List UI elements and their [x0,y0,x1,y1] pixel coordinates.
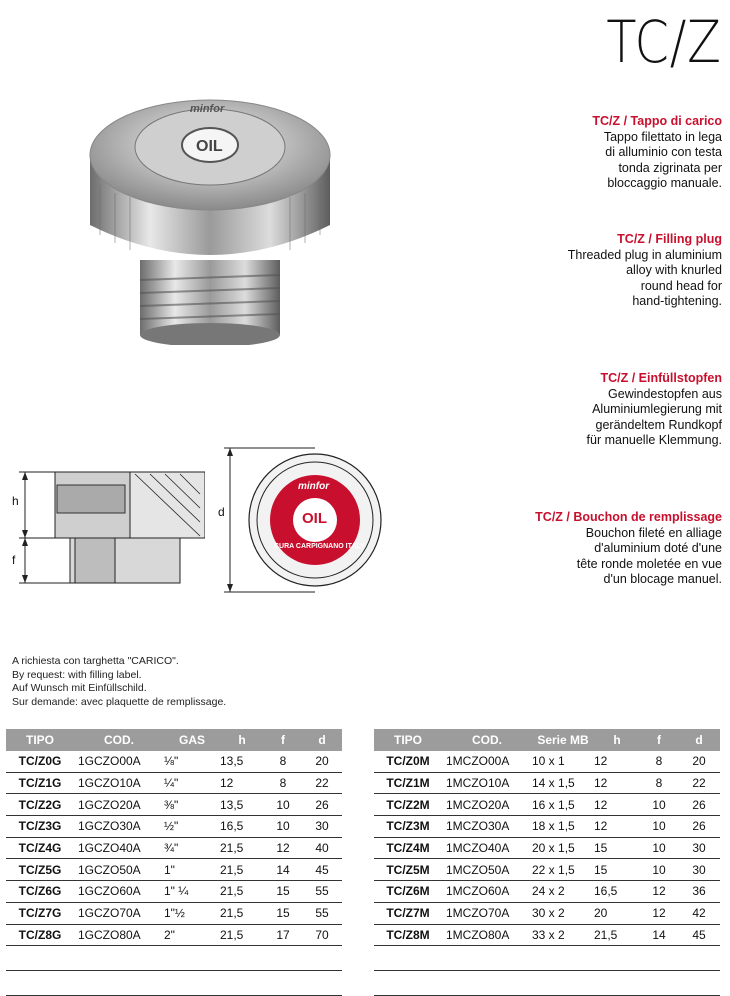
column-header: TIPO [374,729,442,751]
table-cell: 21,5 [220,837,264,859]
table-cell: 12 [640,881,678,903]
table-cell: 16,5 [220,816,264,838]
table-row [6,924,342,946]
table-cell: 12 [640,902,678,924]
table-cell: 12 [594,816,640,838]
table-cell: 1MCZO20A [442,794,532,816]
table-cell: ⅜" [164,794,220,816]
table-row [6,837,342,859]
table-cell: 20 [594,902,640,924]
table-cell: 1MCZO60A [442,881,532,903]
table-cell: 12 [594,794,640,816]
description-line: tête ronde moletée en vue [576,556,722,571]
table-cell: TC/Z2M [374,794,442,816]
column-header: f [640,729,678,751]
table-cell: 18 x 1,5 [532,816,594,838]
column-header: GAS [164,729,220,751]
table-cell: 22 [678,772,720,794]
table-row [6,794,342,816]
table-header-row [6,729,342,751]
table-cell: 1MCZO50A [442,859,532,881]
table-cell: 15 [594,859,640,881]
table-cell: 20 [302,751,342,772]
table-cell: ⅛" [164,751,220,772]
column-header: h [220,729,264,751]
table-cell: 26 [678,816,720,838]
table-cell: 20 [678,751,720,772]
table-cell: 14 x 1,5 [532,772,594,794]
dim-h-label: h [12,494,19,508]
table-row [6,859,342,881]
table-cell: 26 [678,794,720,816]
note-line: Auf Wunsch mit Einfüllschild. [12,682,147,694]
table-row [374,837,720,859]
table-cell: 55 [302,902,342,924]
table-cell: TC/Z8G [6,924,74,946]
description-line: für manuelle Klemmung. [586,433,722,447]
table-cell: 1GCZO80A [74,924,164,946]
description-heading: TC/Z / Filling plug [617,232,722,246]
table-cell: TC/Z0G [6,751,74,772]
table-header-row [374,729,720,751]
description-line: bloccaggio manuale. [607,176,722,190]
table-cell: 10 x 1 [532,751,594,772]
drawing-label-ring: CURA CARPIGNANO ITALY [274,543,365,550]
description-line: tonda zigrinata per [618,160,722,175]
description-heading: TC/Z / Tappo di carico [592,114,722,128]
table-cell: TC/Z8M [374,924,442,946]
table-cell-empty [374,946,720,971]
table-cell: ¼" [164,772,220,794]
table-cell: 70 [302,924,342,946]
table-cell: TC/Z4G [6,837,74,859]
table-cell: 36 [678,881,720,903]
table-row [374,772,720,794]
page-title: TC/Z [606,8,722,76]
description-heading: TC/Z / Einfüllstopfen [600,371,722,385]
table-cell: 1GCZO00A [74,751,164,772]
table-row [374,881,720,903]
description-line: alloy with knurled [626,263,722,277]
table-cell: 55 [302,881,342,903]
table-cell: 10 [264,794,302,816]
table-cell: 15 [264,881,302,903]
table-cell: 42 [678,902,720,924]
table-cell: 26 [302,794,342,816]
table-cell: TC/Z4M [374,837,442,859]
drawing-label-text: OIL [302,510,327,527]
description-line: Tappo filettato in lega [603,129,722,144]
table-row [6,816,342,838]
table-row [374,751,720,772]
table-metric-thread [374,729,720,996]
table-cell: 8 [640,751,678,772]
table-cell: 8 [264,772,302,794]
table-cell: TC/Z1G [6,772,74,794]
table-cell: 30 x 2 [532,902,594,924]
table-gas-thread [6,729,342,996]
table-row-empty [6,971,342,996]
table-cell: 2" [164,924,220,946]
table-cell: 16 x 1,5 [532,794,594,816]
description-line: hand-tightening. [632,294,722,308]
table-cell: TC/Z6G [6,881,74,903]
table-cell: 1GCZO20A [74,794,164,816]
table-cell: 14 [640,924,678,946]
description-line: Gewindestopfen aus [608,386,722,401]
table-cell: 33 x 2 [532,924,594,946]
table-cell: 10 [640,816,678,838]
description-line: Aluminiumlegierung mit [592,402,722,416]
table-cell: 13,5 [220,794,264,816]
column-header: TIPO [6,729,74,751]
table-cell: 15 [594,837,640,859]
table-row-empty [374,971,720,996]
table-cell: 21,5 [220,859,264,881]
table-cell: 22 x 1,5 [532,859,594,881]
table-cell: 12 [220,772,264,794]
table-cell: 21,5 [220,902,264,924]
description-line: d'aluminium doté d'une [594,541,722,555]
dim-d-label: d [218,505,225,519]
table-cell: 1MCZO10A [442,772,532,794]
table-row [6,772,342,794]
column-header: f [264,729,302,751]
table-row [6,902,342,924]
column-header: d [678,729,720,751]
table-cell: ½" [164,816,220,838]
table-cell: 1MCZO00A [442,751,532,772]
table-cell: 22 [302,772,342,794]
photo-label-text: OIL [196,138,223,155]
table-cell: 45 [678,924,720,946]
table-cell: 1MCZO80A [442,924,532,946]
table-cell: TC/Z1M [374,772,442,794]
table-cell-empty [6,971,342,996]
table-cell: 1MCZO70A [442,902,532,924]
table-cell: TC/Z0M [374,751,442,772]
table-cell: 15 [264,902,302,924]
table-cell: 1GCZO70A [74,902,164,924]
table-cell: 1MCZO30A [442,816,532,838]
table-row [374,794,720,816]
table-row [374,924,720,946]
description-line: Threaded plug in aluminium [567,247,722,262]
column-header: d [302,729,342,751]
table-cell: 10 [640,794,678,816]
table-cell: 21,5 [594,924,640,946]
table-cell: 16,5 [594,881,640,903]
photo-label-brand: minfor [190,103,225,115]
table-cell: 10 [640,837,678,859]
table-cell: 30 [678,837,720,859]
table-cell: 1" [164,859,220,881]
table-cell: 10 [264,816,302,838]
description-line: Bouchon fileté en alliage [585,525,722,540]
table-cell: TC/Z2G [6,794,74,816]
description-de [422,371,722,449]
table-cell: 1GCZO10A [74,772,164,794]
column-header: COD. [442,729,532,751]
table-cell: 8 [640,772,678,794]
table-cell: TC/Z6M [374,881,442,903]
table-cell: 1"½ [164,902,220,924]
table-cell: TC/Z7G [6,902,74,924]
dim-f-label: f [12,553,16,567]
table-cell-empty [6,946,342,971]
table-row [374,816,720,838]
table-row [6,751,342,772]
column-header: COD. [74,729,164,751]
table-cell: 17 [264,924,302,946]
table-row-empty [6,946,342,971]
description-it [422,114,722,192]
table-cell: TC/Z3M [374,816,442,838]
description-fr [422,510,722,588]
table-cell: 13,5 [220,751,264,772]
table-cell: 10 [640,859,678,881]
description-line: di alluminio con testa [605,145,722,159]
table-cell: 21,5 [220,881,264,903]
table-row [6,881,342,903]
note-line: A richiesta con targhetta "CARICO". [12,655,179,667]
column-header: Serie MB [532,729,594,751]
table-cell: 1GCZO50A [74,859,164,881]
table-cell: 40 [302,837,342,859]
description-en [422,232,722,310]
description-line: d'un blocage manuel. [603,572,722,586]
table-row [374,902,720,924]
table-cell: 1GCZO60A [74,881,164,903]
table-cell: 8 [264,751,302,772]
note-line: Sur demande: avec plaquette de remplissage. [12,695,227,708]
note-line: By request: with filling label. [12,668,142,681]
table-row-empty [374,946,720,971]
table-cell: TC/Z3G [6,816,74,838]
table-cell: TC/Z5G [6,859,74,881]
description-line: gerändeltem Rundkopf [595,417,722,432]
table-cell: 12 [594,751,640,772]
table-cell: 21,5 [220,924,264,946]
table-cell: TC/Z5M [374,859,442,881]
description-heading: TC/Z / Bouchon de remplissage [535,510,722,524]
table-cell: ¾" [164,837,220,859]
table-cell: 45 [302,859,342,881]
table-row [374,859,720,881]
table-cell-empty [374,971,720,996]
section-drawing [15,460,205,590]
table-cell: 24 x 2 [532,881,594,903]
table-cell: 30 [678,859,720,881]
product-photo [70,85,350,345]
column-header: h [594,729,640,751]
table-cell: TC/Z7M [374,902,442,924]
description-line: round head for [640,278,722,293]
notes [12,655,226,709]
table-cell: 1MCZO40A [442,837,532,859]
table-cell: 1GCZO30A [74,816,164,838]
table-cell: 12 [264,837,302,859]
table-cell: 30 [302,816,342,838]
table-cell: 1" ¼ [164,881,220,903]
table-cell: 1GCZO40A [74,837,164,859]
table-cell: 14 [264,859,302,881]
drawing-label-brand: minfor [298,481,330,492]
table-cell: 20 x 1,5 [532,837,594,859]
table-cell: 12 [594,772,640,794]
